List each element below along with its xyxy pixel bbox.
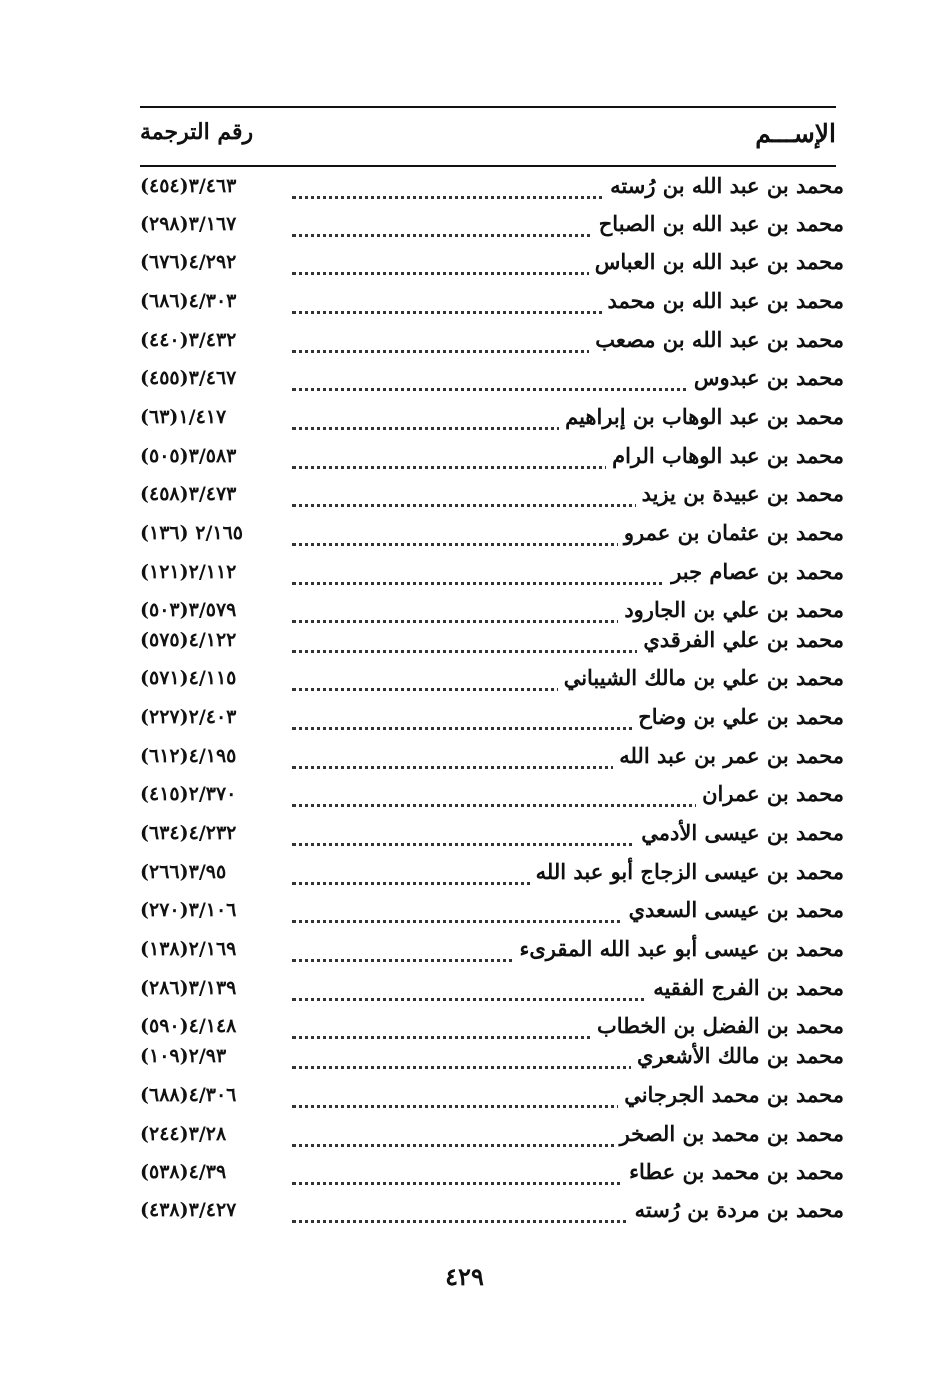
entry-reference: ٣/١٦٧(٢٩٨)	[140, 208, 290, 240]
entry-name: محمد بن عصام جبر	[665, 556, 844, 588]
page-number: ٤٢٩	[445, 1262, 484, 1291]
entry-reference: ٤/١٢٢(٥٧٥)	[140, 624, 290, 656]
entry-reference: ٢/١١٢(١٢١)	[140, 556, 290, 588]
entry-reference: ٤/٣٠٦(٦٨٨)	[140, 1079, 290, 1111]
entry-name: محمد بن علي بن الجارود	[618, 594, 844, 626]
index-entry	[140, 856, 844, 888]
entry-name: محمد بن عيسى أبو عبد الله المقرىء	[513, 933, 844, 965]
entry-name: محمد بن عبد الوهاب الرام	[606, 440, 844, 472]
index-entry	[140, 933, 844, 965]
entry-reference: ٣/٤٦٧(٤٥٥)	[140, 362, 290, 394]
index-entry	[140, 517, 844, 549]
index-entry	[140, 556, 844, 588]
entry-reference: ٣/٥٨٣(٥٠٥)	[140, 440, 290, 472]
entry-name: محمد بن عبد الله بن محمد	[602, 285, 845, 317]
entry-name: محمد بن عيسى الأدمي	[635, 817, 844, 849]
index-entry	[140, 1194, 844, 1226]
index-entry	[140, 1040, 844, 1072]
entry-name: محمد بن علي بن وضاح	[632, 701, 844, 733]
entry-name: محمد بن عبدوس	[688, 362, 844, 394]
index-entry	[140, 972, 844, 1004]
index-entry	[140, 1156, 844, 1188]
index-entry	[140, 1118, 844, 1150]
entry-name: محمد بن الفرج الفقيه	[647, 972, 844, 1004]
index-entry	[140, 440, 844, 472]
entry-name: محمد بن الفضل بن الخطاب	[591, 1010, 844, 1042]
index-entry	[140, 662, 844, 694]
entry-name: محمد بن عيسى الزجاج أبو عبد الله	[530, 856, 844, 888]
index-entry	[140, 170, 844, 202]
index-entry	[140, 401, 844, 433]
entry-reference: ٣/١٣٩(٢٨٦)	[140, 972, 290, 1004]
entry-name: محمد بن عبد الله بن مصعب	[589, 324, 844, 356]
index-entry	[140, 701, 844, 733]
index-entry	[140, 778, 844, 810]
entry-name: محمد بن مالك الأشعري	[631, 1040, 844, 1072]
index-entry	[140, 1010, 844, 1042]
entry-reference: ٣/١٠٦(٢٧٠)	[140, 894, 290, 926]
entry-name: محمد بن عبد الله بن العباس	[589, 246, 844, 278]
entry-name: محمد بن عثمان بن عمرو	[618, 517, 844, 549]
entry-reference: ٤/٣٩(٥٣٨)	[140, 1156, 290, 1188]
index-entry	[140, 624, 844, 656]
entry-reference: ٣/٢٨(٢٤٤)	[140, 1118, 290, 1150]
entry-name: محمد بن عبيدة بن يزيد	[636, 478, 844, 510]
index-entries	[140, 0, 844, 1375]
entry-name: محمد بن محمد الجرجاني	[618, 1079, 844, 1111]
index-entry	[140, 324, 844, 356]
entry-reference: ٤/٣٠٣(٦٨٦)	[140, 285, 290, 317]
index-entry	[140, 285, 844, 317]
entry-name: محمد بن عبد الله بن الصباح	[593, 208, 844, 240]
index-entry	[140, 740, 844, 772]
entry-name: محمد بن عمران	[696, 778, 844, 810]
entry-reference: ٤/١٤٨(٥٩٠)	[140, 1010, 290, 1042]
entry-reference: ٤/١١٥(٥٧١)	[140, 662, 290, 694]
name-column-header: الإســـم	[755, 119, 836, 148]
entry-reference: ٣/٤٣٢(٤٤٠)	[140, 324, 290, 356]
entry-name: محمد بن محمد بن عطاء	[623, 1156, 844, 1188]
entry-name: محمد بن عبد الله بن رُسته	[604, 170, 844, 202]
entry-reference: ٣/٤٧٣(٤٥٨)	[140, 478, 290, 510]
entry-name: محمد بن علي الفرقدي	[637, 624, 844, 656]
entry-reference: ٤/٢٣٢(٦٣٤)	[140, 817, 290, 849]
entry-reference: ٣/٤٦٣(٤٥٤)	[140, 170, 290, 202]
entry-name: محمد بن محمد بن الصخر	[614, 1118, 844, 1150]
entry-reference: ٣/٤٢٧(٤٣٨)	[140, 1194, 290, 1226]
entry-reference: ٤/٢٩٢(٦٧٦)	[140, 246, 290, 278]
entry-reference: ٢/٩٣(١٠٩)	[140, 1040, 290, 1072]
entry-reference: ٣/٥٧٩(٥٠٣)	[140, 594, 290, 626]
entry-name: محمد بن علي بن مالك الشيباني	[558, 662, 844, 694]
entry-reference: ٣/٩٥(٢٦٦)	[140, 856, 290, 888]
entry-name: محمد بن عمر بن عبد الله	[613, 740, 844, 772]
entry-name: محمد بن عبد الوهاب بن إبراهيم	[559, 401, 844, 433]
index-entry	[140, 817, 844, 849]
entry-reference: ٤/١٩٥(٦١٢)	[140, 740, 290, 772]
entry-reference: ٢/١٦٥ (١٣٦)	[140, 517, 290, 549]
ref-column-header: رقم الترجمة	[140, 119, 254, 145]
index-entry	[140, 478, 844, 510]
entry-name: محمد بن مردة بن رُسته	[629, 1194, 844, 1226]
entry-reference: ٢/٣٧٠(٤١٥)	[140, 778, 290, 810]
index-entry	[140, 246, 844, 278]
entry-reference: ١/٤١٧(٦٣)	[140, 401, 290, 433]
index-entry	[140, 208, 844, 240]
index-entry	[140, 894, 844, 926]
entry-reference: ٢/١٦٩(١٣٨)	[140, 933, 290, 965]
index-entry	[140, 594, 844, 626]
index-entry	[140, 1079, 844, 1111]
entry-name: محمد بن عيسى السعدي	[623, 894, 844, 926]
index-entry	[140, 362, 844, 394]
entry-reference: ٢/٤٠٣(٢٢٧)	[140, 701, 290, 733]
